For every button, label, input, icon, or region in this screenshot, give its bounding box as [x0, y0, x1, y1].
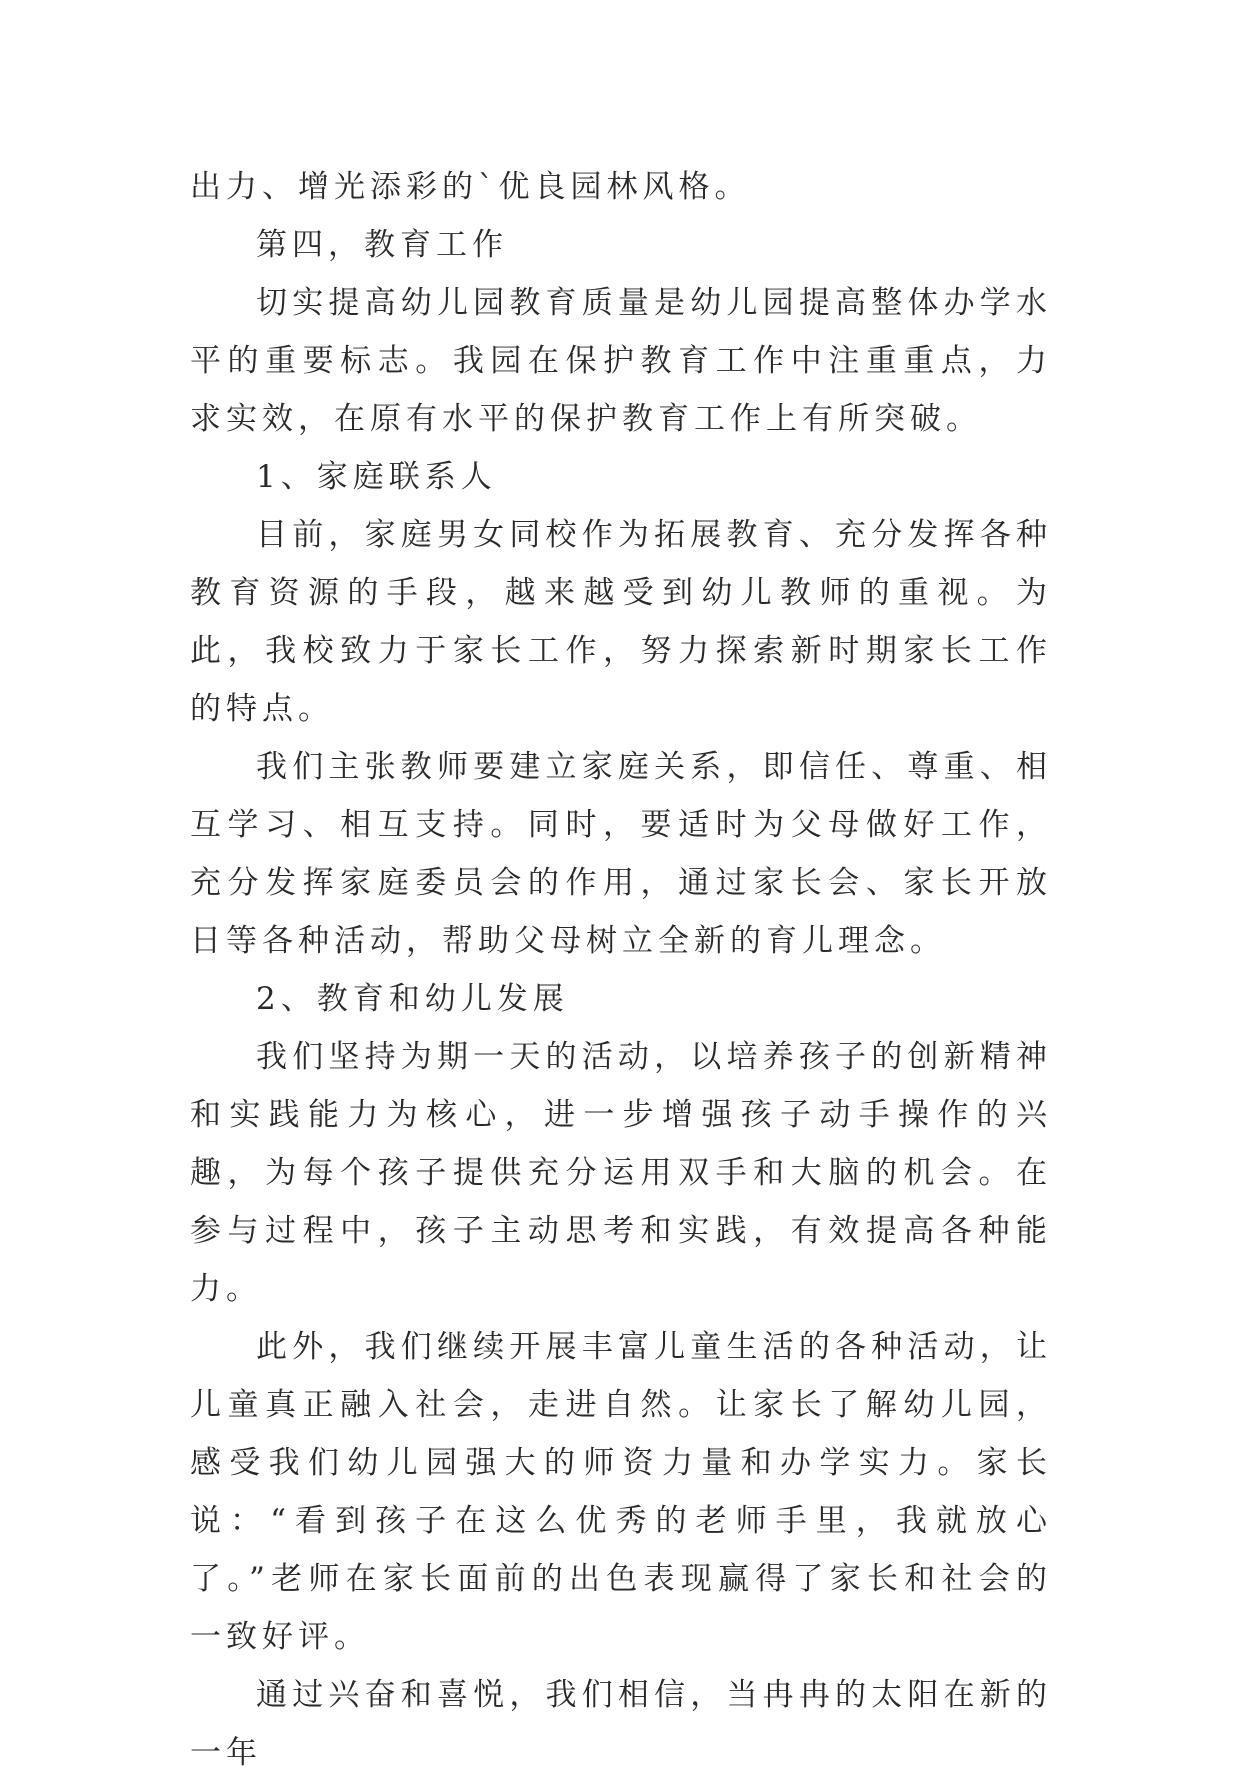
subheading-child-development: 2、教育和幼儿发展	[256, 981, 569, 1017]
document-body	[190, 158, 1052, 1782]
paragraph-closing-fragment: 通过兴奋和喜悦，我们相信，当冉冉的太阳在新的一年	[190, 1677, 1052, 1771]
paragraph-continuation: 出力、增光添彩的`优良园林风格。	[190, 169, 751, 205]
paragraph-education-quality: 切实提高幼儿园教育质量是幼儿园提高整体办学水平的重要标志。我园在保护教育工作中注重重点，力求实效，在原有水平的保护教育工作上有所突破。	[190, 285, 1052, 437]
subheading-family-contact: 1、家庭联系人	[256, 459, 497, 495]
paragraph-social-activities: 此外，我们继续开展丰富儿童生活的各种活动，让儿童真正融入社会，走进自然。让家长了解幼儿园，感受我们幼儿园强大的师资力量和办学实力。家长说：“看到孩子在这么优秀的老师手里，我就放心了。”老师在家长面前的出色表现赢得了家长和社会的一致好评。	[190, 1329, 1052, 1655]
paragraph-daily-activities: 我们坚持为期一天的活动，以培养孩子的创新精神和实践能力为核心，进一步增强孩子动手操作的兴趣，为每个孩子提供充分运用双手和大脑的机会。在参与过程中，孩子主动思考和实践，有效提高各种能力。	[190, 1039, 1052, 1307]
paragraph-family-education: 目前，家庭男女同校作为拓展教育、充分发挥各种教育资源的手段，越来越受到幼儿教师的重视。为此，我校致力于家长工作，努力探索新时期家长工作的特点。	[190, 517, 1052, 727]
section-heading-education-work: 第四，教育工作	[256, 227, 508, 263]
paragraph-family-relations: 我们主张教师要建立家庭关系，即信任、尊重、相互学习、相互支持。同时，要适时为父母做好工作，充分发挥家庭委员会的作用，通过家长会、家长开放日等各种活动，帮助父母树立全新的育儿理念。	[190, 749, 1052, 959]
